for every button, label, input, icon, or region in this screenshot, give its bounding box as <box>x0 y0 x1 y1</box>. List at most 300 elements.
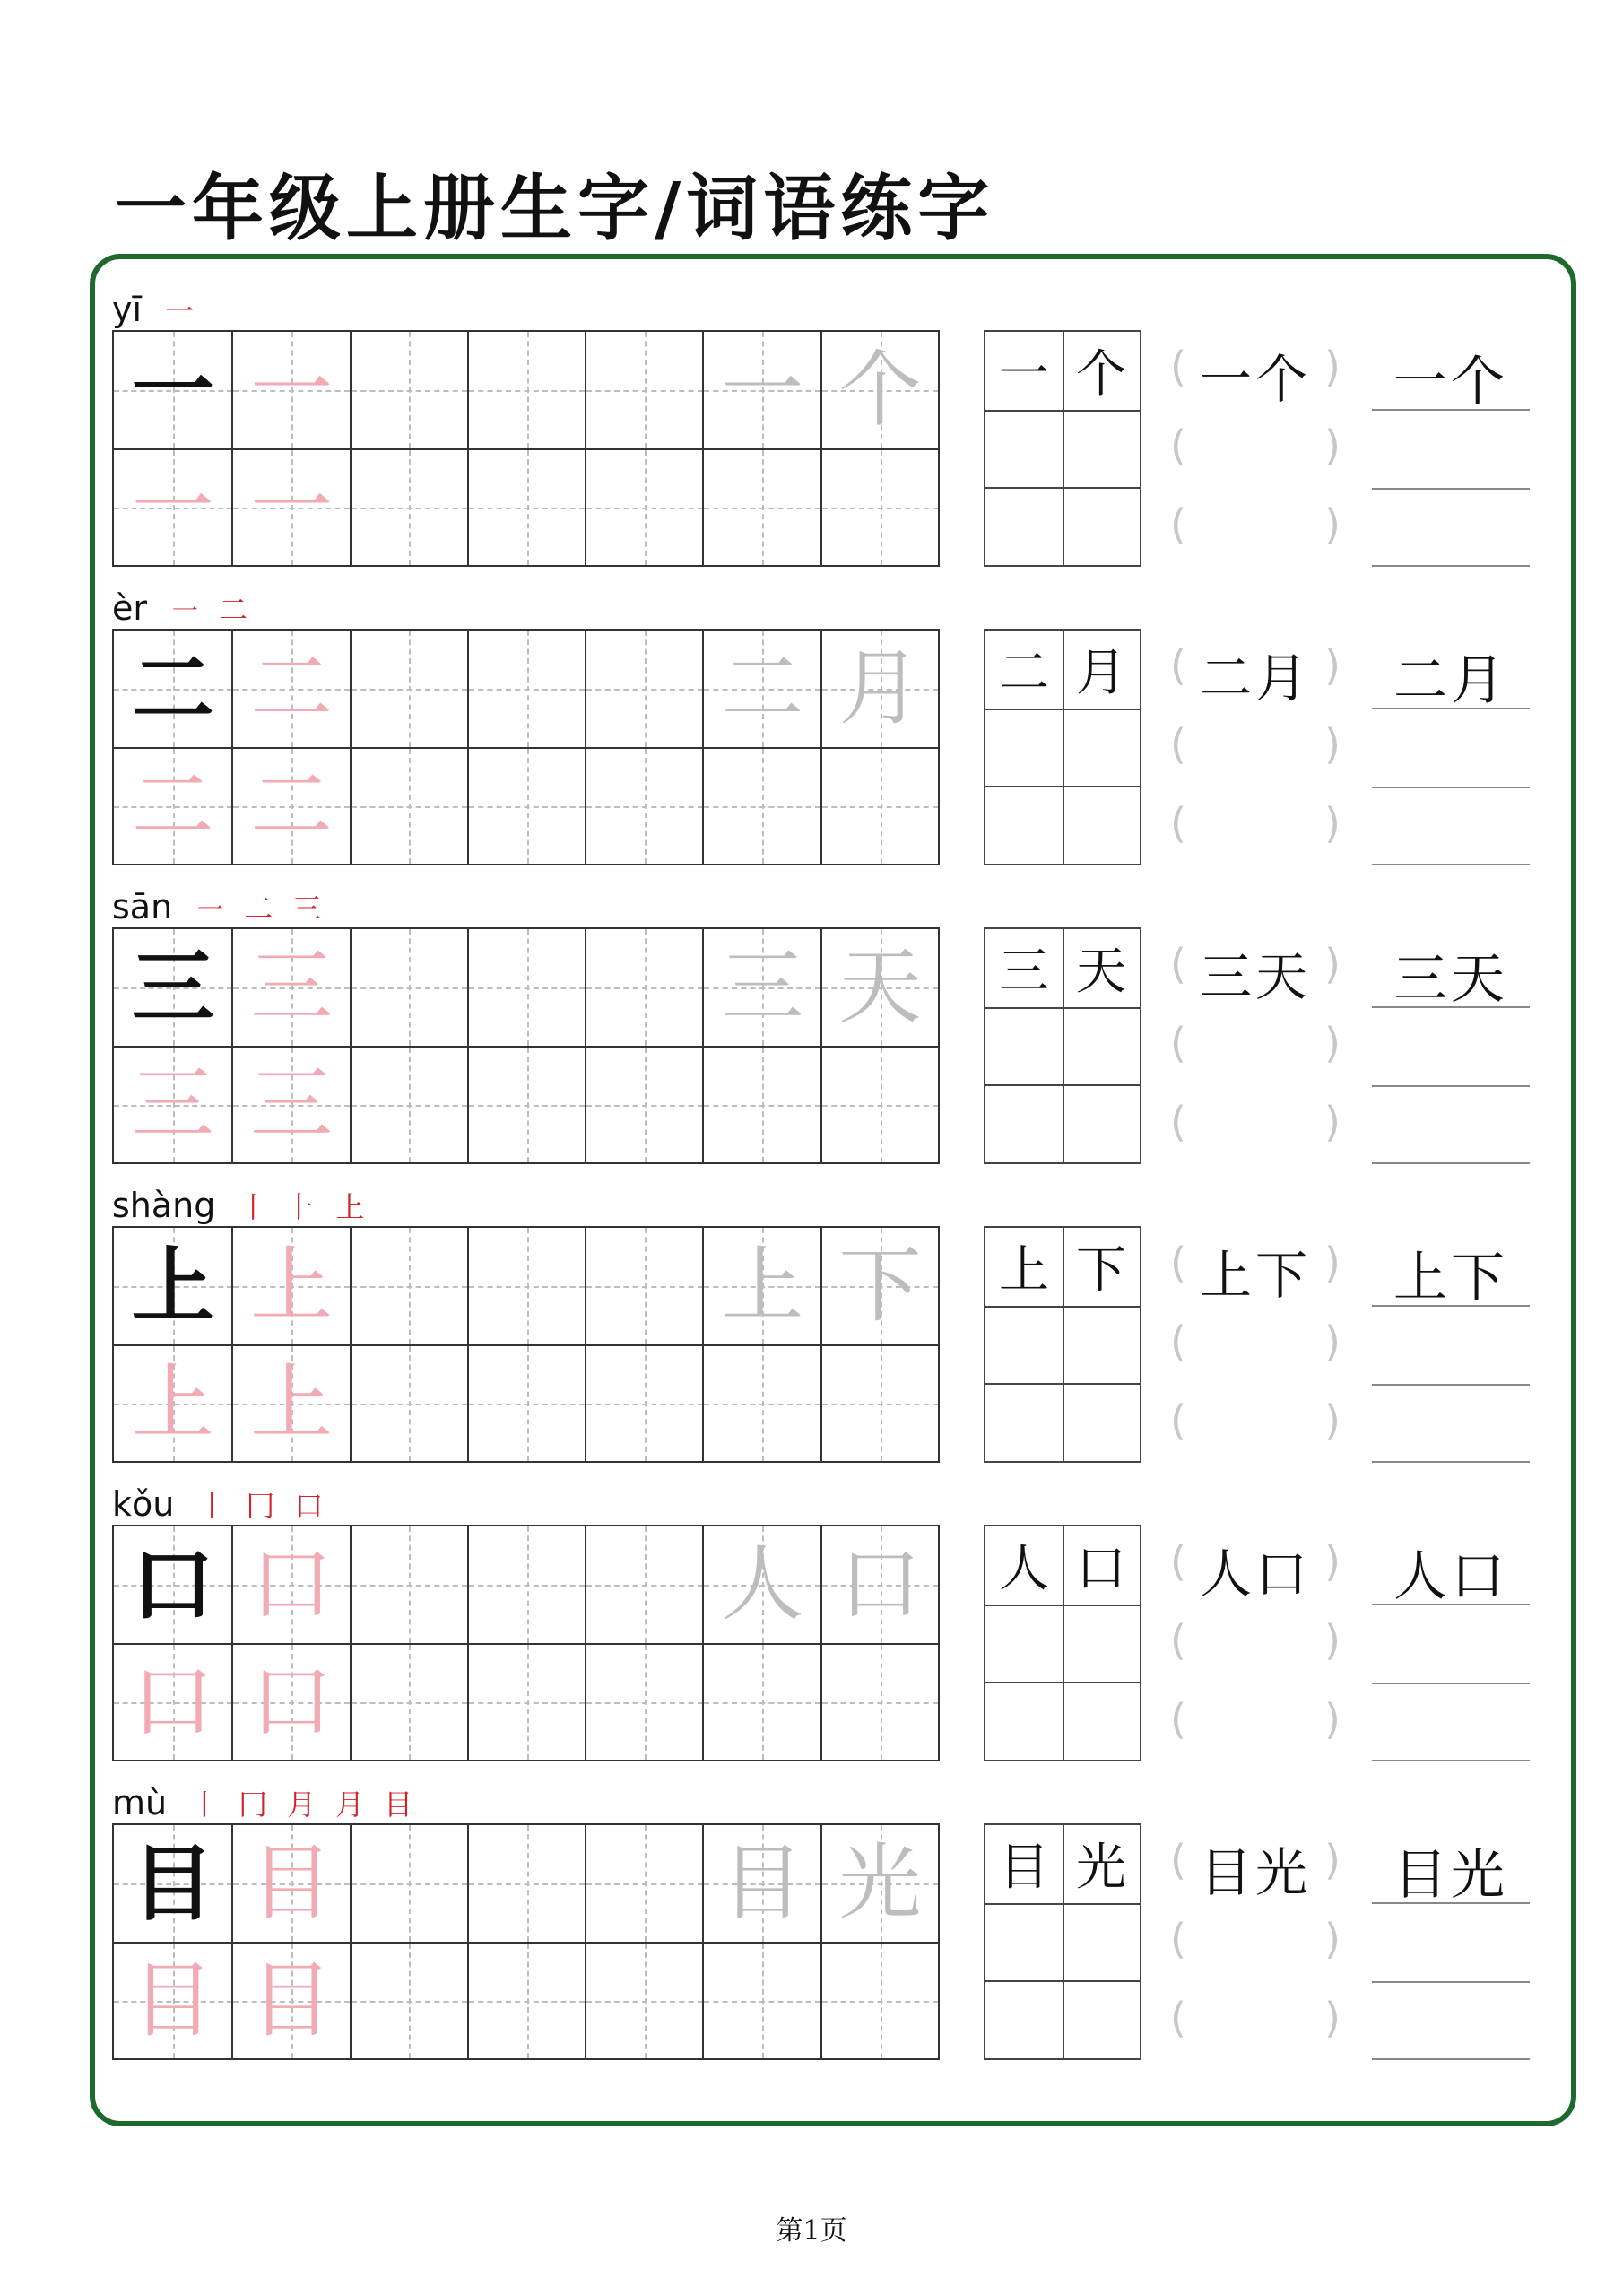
left-paren: ( <box>1170 1695 1186 1744</box>
left-paren: ( <box>1170 1318 1186 1366</box>
trace-word-character: 人 <box>721 1536 804 1632</box>
guide-line <box>527 1228 529 1344</box>
pinyin-line <box>112 586 267 631</box>
trace-character: 三 <box>131 1057 214 1152</box>
practice-cell[interactable] <box>820 631 939 747</box>
char-row <box>0 586 1623 855</box>
parentheses-block <box>1170 1226 1341 1463</box>
underline-word <box>1372 1235 1530 1312</box>
parentheses-line[interactable] <box>1170 1525 1341 1604</box>
parentheses-block <box>1170 1823 1341 2060</box>
practice-cell[interactable] <box>350 1344 468 1461</box>
underline-block <box>1372 1226 1530 1463</box>
right-paren: ) <box>1324 940 1341 988</box>
word-char: 上 <box>1393 1247 1451 1309</box>
right-paren: ) <box>1324 641 1341 690</box>
parentheses-line[interactable] <box>1170 1384 1341 1463</box>
guide-line <box>645 1228 647 1344</box>
practice-cell[interactable] <box>585 1046 703 1162</box>
writing-line[interactable] <box>1372 409 1530 411</box>
underline-word <box>1372 1534 1530 1611</box>
practice-cell[interactable] <box>467 1046 586 1162</box>
practice-cell[interactable] <box>467 1942 586 2058</box>
parentheses-block <box>1170 330 1341 567</box>
writing-line[interactable] <box>1372 1461 1530 1463</box>
practice-cell[interactable] <box>585 631 703 747</box>
practice-cell[interactable] <box>350 332 468 448</box>
parentheses-line[interactable] <box>1170 1683 1341 1761</box>
parentheses-line[interactable] <box>1170 1981 1341 2060</box>
word-char: 三 <box>1393 948 1451 1011</box>
writing-line[interactable] <box>1372 1162 1530 1164</box>
practice-cell[interactable] <box>350 1046 468 1162</box>
guide-line <box>881 1944 882 2058</box>
stroke-order-step: 二 <box>219 593 248 627</box>
practice-cell[interactable] <box>467 332 586 448</box>
practice-cell[interactable] <box>585 332 703 448</box>
practice-cell[interactable] <box>467 747 586 864</box>
guide-line <box>409 1645 411 1760</box>
practice-cell[interactable] <box>467 929 586 1046</box>
parentheses-line[interactable] <box>1170 1823 1341 1902</box>
guide-line <box>881 749 882 864</box>
grid-line <box>985 1383 1140 1385</box>
left-paren: ( <box>1170 1019 1186 1067</box>
practice-cell[interactable] <box>231 929 350 1046</box>
writing-line[interactable] <box>1372 1683 1530 1684</box>
practice-cell[interactable] <box>820 332 939 448</box>
word-character: 个 <box>1076 345 1126 404</box>
practice-cell[interactable] <box>585 448 703 565</box>
page-title: 一年级上册生字/词语练字 <box>115 166 995 250</box>
parentheses-line[interactable] <box>1170 787 1341 865</box>
word-character: 月 <box>1076 644 1126 703</box>
guide-line <box>527 749 529 864</box>
left-paren: ( <box>1170 1396 1186 1445</box>
word-grid[interactable] <box>984 927 1141 1164</box>
pinyin: èr <box>112 588 148 628</box>
practice-cell[interactable] <box>114 448 232 565</box>
guide-line <box>409 749 411 864</box>
practice-cell[interactable] <box>820 1526 939 1643</box>
practice-cell[interactable] <box>702 1046 820 1162</box>
practice-cell[interactable] <box>350 1228 468 1344</box>
left-paren: ( <box>1170 720 1186 769</box>
practice-cell[interactable] <box>702 1526 820 1643</box>
left-paren: ( <box>1170 1994 1186 2042</box>
guide-line <box>409 1346 411 1461</box>
right-paren: ) <box>1324 1915 1341 1963</box>
trace-word-character: 三 <box>721 939 804 1035</box>
practice-cell[interactable] <box>114 1526 232 1643</box>
practice-grid <box>112 629 940 865</box>
practice-cell[interactable] <box>702 1228 820 1344</box>
guide-line <box>645 1944 647 2058</box>
practice-cell[interactable] <box>467 1526 586 1643</box>
practice-cell[interactable] <box>350 631 468 747</box>
underline-block <box>1372 927 1530 1164</box>
right-paren: ) <box>1324 799 1341 848</box>
guide-line <box>409 1944 411 2058</box>
writing-line[interactable] <box>1372 1006 1530 1008</box>
practice-cell[interactable] <box>702 1942 820 2058</box>
writing-line[interactable] <box>1372 787 1530 788</box>
trace-character: 三 <box>250 939 334 1035</box>
practice-cell[interactable] <box>585 1825 703 1942</box>
left-paren: ( <box>1170 1915 1186 1963</box>
guide-line <box>645 1825 647 1942</box>
word-char: 月 <box>1255 648 1312 709</box>
model-character: 上 <box>131 1238 214 1335</box>
char-row <box>0 1183 1623 1452</box>
left-paren: ( <box>1170 641 1186 690</box>
practice-cell[interactable] <box>702 631 820 747</box>
practice-grid <box>112 330 940 567</box>
writing-line[interactable] <box>1372 864 1530 865</box>
trace-word-character: 天 <box>838 939 922 1035</box>
stroke-order-step: 月 <box>335 1787 365 1822</box>
practice-cell[interactable] <box>585 1942 703 2058</box>
stroke-order-step: 冂 <box>239 1787 268 1822</box>
word-char: 目 <box>1393 1844 1451 1907</box>
guide-line <box>645 1526 647 1643</box>
parentheses-line[interactable] <box>1170 1902 1341 1981</box>
left-paren: ( <box>1170 1537 1186 1586</box>
stroke-order-step: 上 <box>335 1190 365 1224</box>
practice-cell[interactable] <box>585 1344 703 1461</box>
writing-line[interactable] <box>1372 1085 1530 1087</box>
word-char: 光 <box>1255 1842 1312 1903</box>
stroke-order-step: 口 <box>294 1489 324 1523</box>
practice-cell[interactable] <box>350 1942 468 2058</box>
parentheses-block <box>1170 629 1341 865</box>
practice-cell[interactable] <box>114 1643 232 1760</box>
practice-cell[interactable] <box>820 929 939 1046</box>
right-paren: ) <box>1324 1537 1341 1586</box>
practice-cell[interactable] <box>467 1344 586 1461</box>
practice-cell[interactable] <box>114 747 232 864</box>
word-char: 天 <box>1255 946 1312 1007</box>
underline-word <box>1372 339 1530 416</box>
word-grid[interactable] <box>984 1226 1141 1463</box>
guide-line <box>762 1944 764 2058</box>
word-grid[interactable] <box>984 330 1141 567</box>
trace-character: 目 <box>250 1952 334 2048</box>
practice-cell[interactable] <box>702 1825 820 1942</box>
pinyin: kǒu <box>112 1484 175 1524</box>
char-row <box>0 884 1623 1153</box>
parentheses-line[interactable] <box>1170 409 1341 488</box>
left-paren: ( <box>1170 1616 1186 1665</box>
word-character: 天 <box>1076 943 1126 1002</box>
practice-cell[interactable] <box>467 631 586 747</box>
practice-cell[interactable] <box>231 1526 350 1643</box>
practice-cell[interactable] <box>467 1825 586 1942</box>
practice-cell[interactable] <box>231 1046 350 1162</box>
trace-word-character: 口 <box>838 1536 922 1632</box>
stroke-order-step: 一 <box>165 294 195 328</box>
guide-line <box>881 1645 882 1760</box>
guide-line <box>762 749 764 864</box>
word-char: 下 <box>1451 1247 1508 1309</box>
guide-line <box>409 1048 411 1162</box>
practice-cell[interactable] <box>114 1228 232 1344</box>
practice-cell[interactable] <box>231 1344 350 1461</box>
practice-cell[interactable] <box>114 929 232 1046</box>
word-char: 一 <box>1199 349 1255 410</box>
trace-character: 二 <box>250 640 334 736</box>
word-grid[interactable] <box>984 629 1141 865</box>
trace-character: 三 <box>250 1057 334 1152</box>
practice-cell[interactable] <box>114 1825 232 1942</box>
word-character: 二 <box>999 644 1049 703</box>
guide-line <box>527 1346 529 1461</box>
grid-line <box>985 1306 1140 1308</box>
trace-character: 上 <box>250 1238 334 1334</box>
pinyin-line <box>112 1183 384 1228</box>
stroke-order-step: 丨 <box>239 1190 268 1224</box>
guide-line <box>527 1526 529 1643</box>
word-char: 三 <box>1199 946 1255 1007</box>
practice-grid <box>112 927 940 1164</box>
practice-cell[interactable] <box>820 1046 939 1162</box>
practice-cell[interactable] <box>585 1228 703 1344</box>
guide-line <box>645 929 647 1046</box>
word-char: 目 <box>1199 1842 1255 1903</box>
left-paren: ( <box>1170 1098 1186 1146</box>
left-paren: ( <box>1170 422 1186 470</box>
trace-character: 口 <box>250 1654 334 1750</box>
guide-line <box>762 450 764 565</box>
grid-line <box>985 709 1140 710</box>
stroke-order-step: 丨 <box>190 1787 220 1822</box>
practice-cell[interactable] <box>702 929 820 1046</box>
right-paren: ) <box>1324 1239 1341 1287</box>
trace-character: 上 <box>131 1355 214 1451</box>
underline-block <box>1372 629 1530 865</box>
guide-line <box>762 1346 764 1461</box>
writing-line[interactable] <box>1372 1981 1530 1983</box>
word-grid[interactable] <box>984 1525 1141 1761</box>
practice-cell[interactable] <box>231 1825 350 1942</box>
grid-line <box>985 1605 1140 1606</box>
page-number: 第1页 <box>776 2215 847 2247</box>
writing-line[interactable] <box>1372 1902 1530 1904</box>
writing-line[interactable] <box>1372 1604 1530 1605</box>
practice-cell[interactable] <box>585 1526 703 1643</box>
practice-cell[interactable] <box>820 747 939 864</box>
practice-cell[interactable] <box>114 631 232 747</box>
word-character: 目 <box>999 1839 1049 1898</box>
parentheses-line[interactable] <box>1170 927 1341 1006</box>
practice-cell[interactable] <box>114 1942 232 2058</box>
model-character: 目 <box>131 1835 214 1932</box>
practice-cell[interactable] <box>231 448 350 565</box>
guide-line <box>645 450 647 565</box>
parentheses-line[interactable] <box>1170 1604 1341 1683</box>
parentheses-word <box>1193 1831 1317 1906</box>
char-row <box>0 287 1623 556</box>
practice-cell[interactable] <box>231 1643 350 1760</box>
left-paren: ( <box>1170 343 1186 391</box>
practice-cell[interactable] <box>820 1643 939 1760</box>
word-char: 二 <box>1393 649 1451 712</box>
stroke-order-step: 三 <box>292 891 322 926</box>
stroke-order-step: ㇐ <box>195 891 225 926</box>
word-char: 口 <box>1451 1545 1508 1608</box>
grid-line <box>985 1980 1140 1982</box>
word-char: 人 <box>1393 1545 1451 1608</box>
writing-line[interactable] <box>1372 1305 1530 1307</box>
left-paren: ( <box>1170 940 1186 988</box>
stroke-order-step: ⺊ <box>287 1190 317 1224</box>
parentheses-line[interactable] <box>1170 330 1341 409</box>
right-paren: ) <box>1324 500 1341 549</box>
practice-grid <box>112 1823 940 2060</box>
guide-line <box>645 1346 647 1461</box>
char-row <box>0 1780 1623 2049</box>
stroke-order-step: 月 <box>287 1787 317 1822</box>
writing-line[interactable] <box>1372 2058 1530 2060</box>
parentheses-line[interactable] <box>1170 1226 1341 1305</box>
grid-line <box>985 786 1140 787</box>
stroke-order-step: 冂 <box>246 1489 275 1523</box>
practice-cell[interactable] <box>350 929 468 1046</box>
model-character: 一 <box>131 342 214 439</box>
model-character: 二 <box>131 640 214 737</box>
trace-character: 口 <box>131 1654 214 1750</box>
guide-line <box>881 1048 882 1162</box>
guide-line <box>527 1944 529 2058</box>
practice-cell[interactable] <box>350 1526 468 1643</box>
practice-cell[interactable] <box>114 1344 232 1461</box>
practice-cell[interactable] <box>231 332 350 448</box>
trace-character: 二 <box>250 758 334 854</box>
practice-cell[interactable] <box>702 747 820 864</box>
parentheses-line[interactable] <box>1170 488 1341 567</box>
trace-character: 目 <box>250 1835 334 1931</box>
practice-cell[interactable] <box>467 1643 586 1760</box>
practice-cell[interactable] <box>350 747 468 864</box>
underline-block <box>1372 1823 1530 2060</box>
practice-cell[interactable] <box>820 1825 939 1942</box>
practice-cell[interactable] <box>231 631 350 747</box>
practice-cell[interactable] <box>820 448 939 565</box>
right-paren: ) <box>1324 1994 1341 2042</box>
word-character: 下 <box>1076 1241 1126 1300</box>
writing-line[interactable] <box>1372 708 1530 709</box>
practice-cell[interactable] <box>114 332 232 448</box>
trace-character: 目 <box>131 1952 214 2048</box>
trace-character: 二 <box>131 758 214 854</box>
practice-cell[interactable] <box>350 448 468 565</box>
practice-cell[interactable] <box>585 1643 703 1760</box>
word-character: 光 <box>1076 1839 1126 1898</box>
practice-cell[interactable] <box>820 1344 939 1461</box>
parentheses-line[interactable] <box>1170 1305 1341 1384</box>
writing-line[interactable] <box>1372 488 1530 490</box>
left-paren: ( <box>1170 500 1186 549</box>
practice-cell[interactable] <box>585 929 703 1046</box>
guide-line <box>645 332 647 448</box>
guide-line <box>527 631 529 747</box>
word-char: 人 <box>1199 1544 1255 1605</box>
trace-word-character: 下 <box>838 1238 922 1334</box>
practice-grid <box>112 1226 940 1463</box>
practice-cell[interactable] <box>231 1228 350 1344</box>
pinyin: yī <box>112 290 143 329</box>
underline-word <box>1372 936 1530 1013</box>
grid-line <box>985 1084 1140 1086</box>
trace-word-character: 个 <box>838 342 922 438</box>
right-paren: ) <box>1324 1019 1341 1067</box>
model-character: 三 <box>131 939 214 1036</box>
trace-word-character: 月 <box>838 640 922 736</box>
practice-cell[interactable] <box>231 747 350 864</box>
practice-cell[interactable] <box>467 448 586 565</box>
guide-line <box>762 1645 764 1760</box>
word-char: 二 <box>1199 648 1255 709</box>
parentheses-line[interactable] <box>1170 1085 1341 1164</box>
practice-cell[interactable] <box>350 1825 468 1942</box>
guide-line <box>409 929 411 1046</box>
grid-line <box>985 1007 1140 1009</box>
practice-cell[interactable] <box>820 1228 939 1344</box>
practice-cell[interactable] <box>350 1643 468 1760</box>
parentheses-line[interactable] <box>1170 1006 1341 1085</box>
practice-cell[interactable] <box>585 747 703 864</box>
pinyin: shàng <box>112 1186 216 1225</box>
guide-line <box>645 749 647 864</box>
left-paren: ( <box>1170 799 1186 848</box>
parentheses-word <box>1193 337 1317 413</box>
word-char: 个 <box>1451 351 1508 413</box>
practice-grid <box>112 1525 940 1761</box>
underline-block <box>1372 1525 1530 1761</box>
guide-line <box>762 1048 764 1162</box>
practice-cell[interactable] <box>114 1046 232 1162</box>
right-paren: ) <box>1324 1836 1341 1884</box>
practice-cell[interactable] <box>231 1942 350 2058</box>
practice-cell[interactable] <box>702 332 820 448</box>
guide-line <box>645 631 647 747</box>
practice-cell[interactable] <box>467 1228 586 1344</box>
practice-cell[interactable] <box>702 448 820 565</box>
writing-line[interactable] <box>1372 1760 1530 1761</box>
guide-line <box>527 1048 529 1162</box>
parentheses-line[interactable] <box>1170 708 1341 787</box>
guide-line <box>527 1825 529 1942</box>
writing-line[interactable] <box>1372 565 1530 567</box>
practice-cell[interactable] <box>820 1942 939 2058</box>
practice-cell[interactable] <box>702 1643 820 1760</box>
parentheses-line[interactable] <box>1170 629 1341 708</box>
word-grid[interactable] <box>984 1823 1141 2060</box>
parentheses-word <box>1193 1532 1317 1607</box>
guide-line <box>527 929 529 1046</box>
parentheses-block <box>1170 1525 1341 1761</box>
right-paren: ) <box>1324 1396 1341 1445</box>
word-character: 人 <box>999 1540 1049 1599</box>
writing-line[interactable] <box>1372 1384 1530 1386</box>
word-char: 天 <box>1451 948 1508 1011</box>
trace-word-character: 光 <box>838 1835 922 1931</box>
word-character: 一 <box>999 345 1049 404</box>
practice-cell[interactable] <box>702 1344 820 1461</box>
right-paren: ) <box>1324 1098 1341 1146</box>
pinyin: sān <box>112 887 173 926</box>
guide-line <box>409 450 411 565</box>
